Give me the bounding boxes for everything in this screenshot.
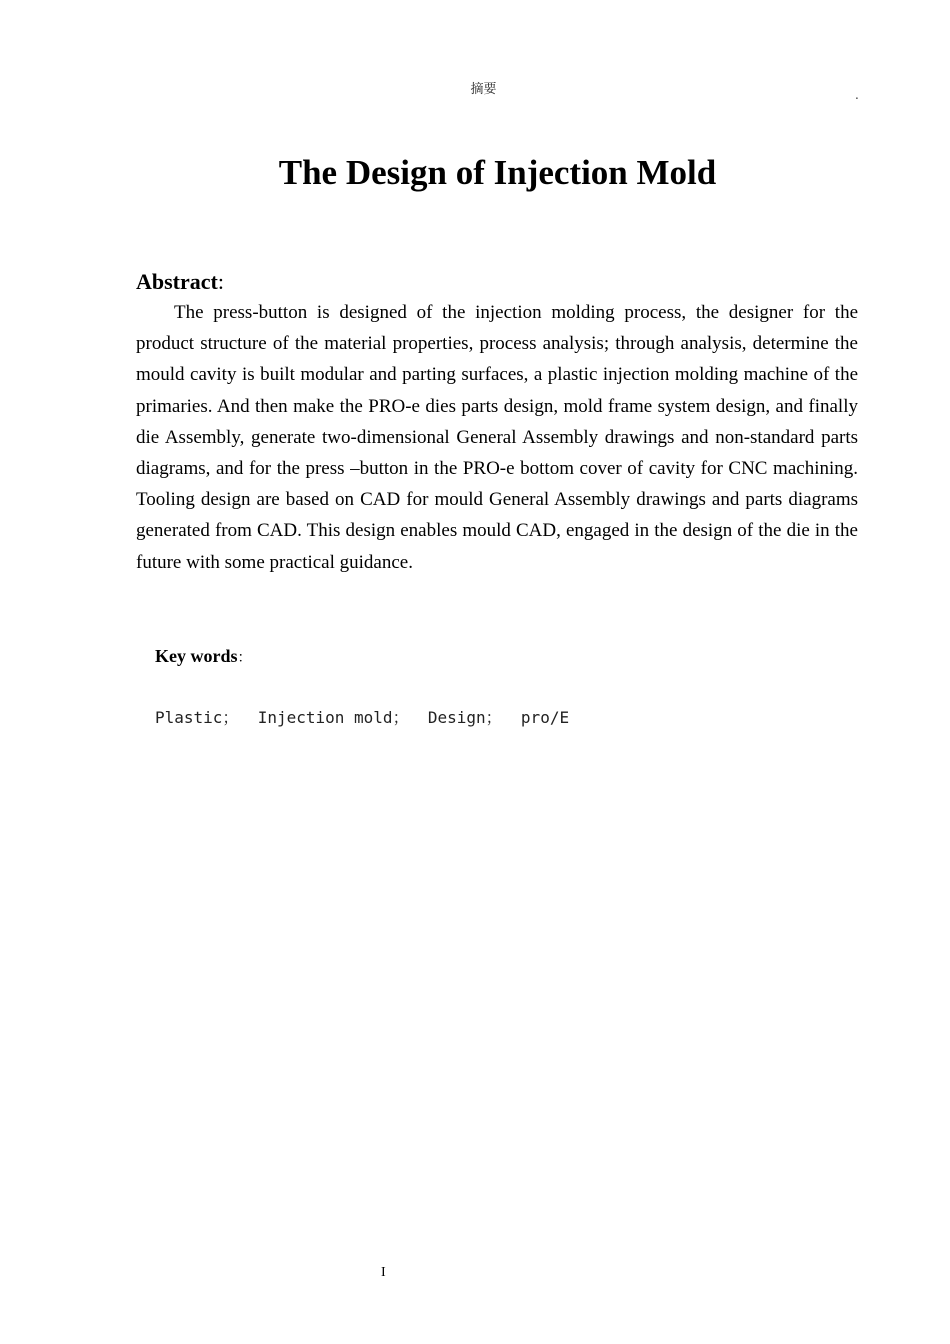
page-number: I	[381, 1265, 386, 1280]
abstract-body: The press-button is designed of the injection molding process, the designer for the product structure of the material properties, process analysis; through analysis, determine the mould cavity is built modular and parting surfaces, a plastic injection molding machine of the primaries. And then make the PRO-e dies parts design, mold frame system design, and finally die Assembly, generate two-dimensional General Assembly drawings and non-standard parts diagrams, and for the press –button in the PRO-e bottom cover of cavity for CNC machining. Tooling design are based on CAD for mould General Assembly drawings and parts diagrams generated from CAD. This design enables mould CAD, engaged in the design of the die in the future with some practical guidance.	[136, 302, 858, 573]
keyword-item: Injection mold；	[257, 708, 409, 727]
header-section-label: 摘要	[470, 82, 497, 97]
keyword-item: Plastic；	[155, 708, 239, 727]
keyword-item: pro/E	[520, 708, 570, 727]
abstract-colon: :	[217, 269, 224, 294]
keyword-item: Design；	[427, 708, 502, 727]
header-mark: .	[855, 88, 859, 102]
abstract-heading	[136, 268, 224, 296]
document-title: The Design of Injection Mold	[278, 153, 717, 192]
abstract-label: Abstract	[136, 269, 218, 294]
keywords-heading	[155, 644, 252, 670]
keywords-list	[155, 707, 569, 729]
keywords-colon: ：	[237, 650, 252, 666]
keywords-label: Key words	[155, 646, 238, 666]
